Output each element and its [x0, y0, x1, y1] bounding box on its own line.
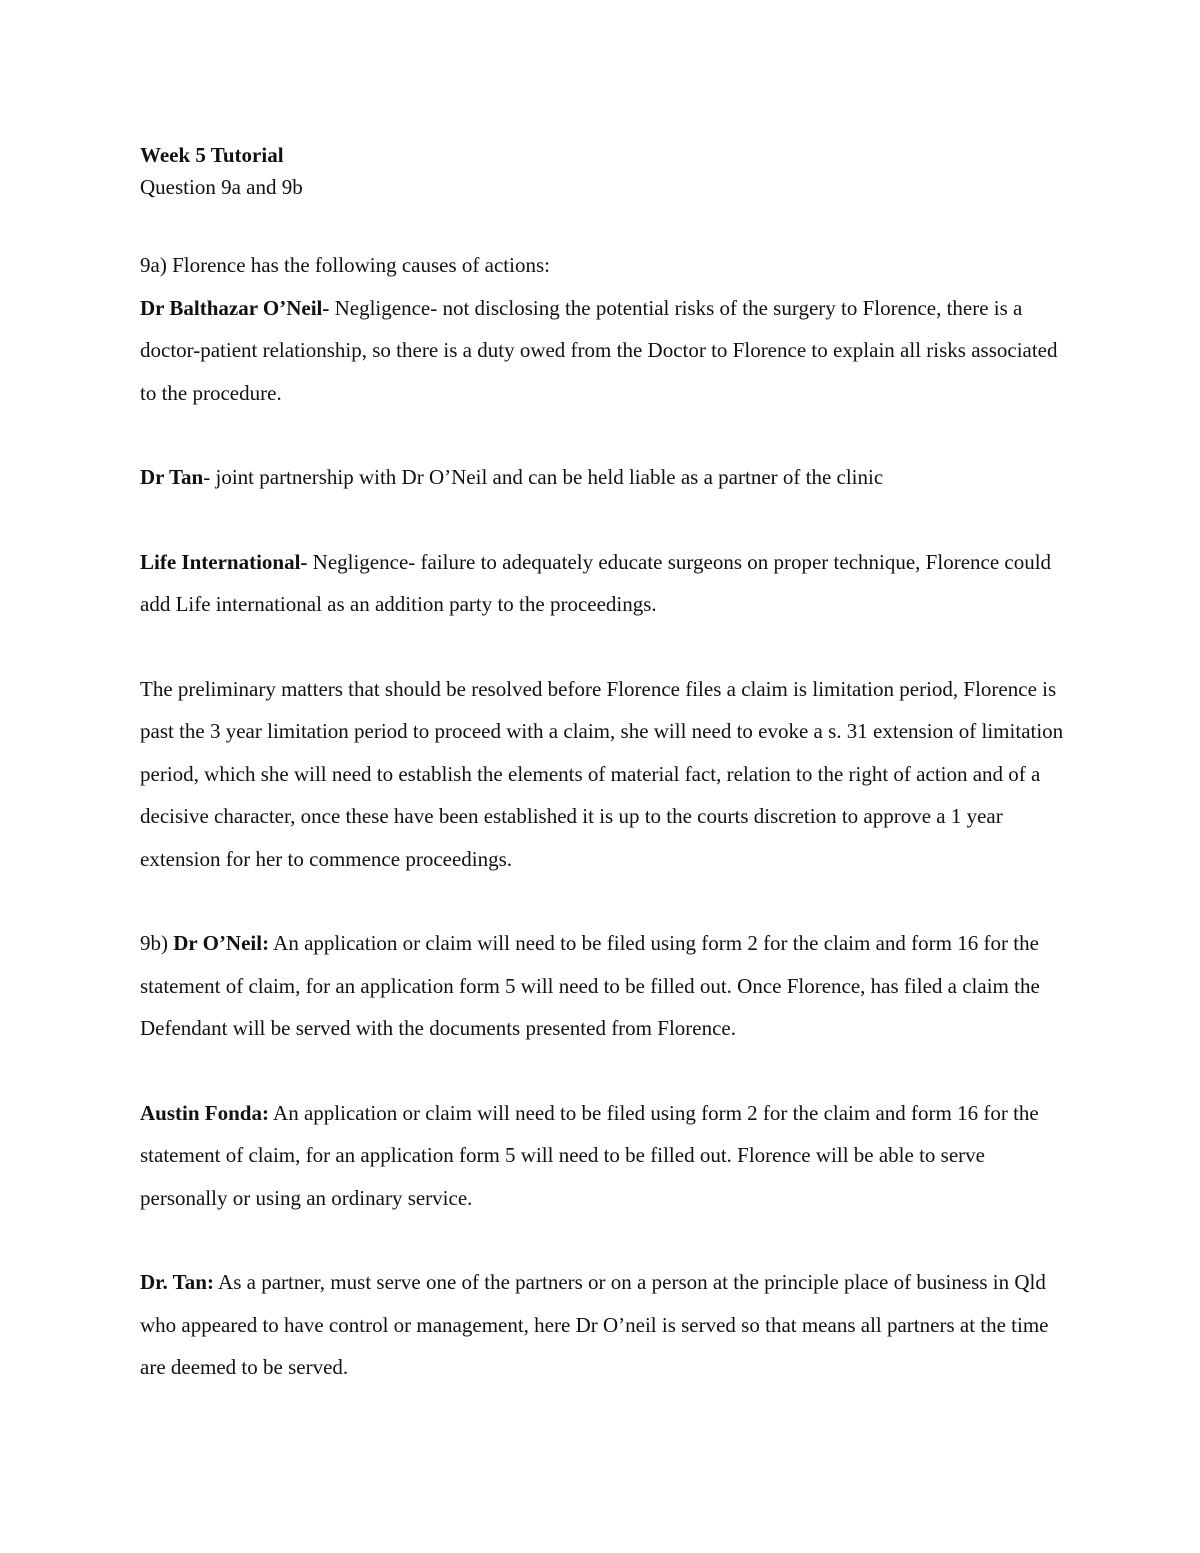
q9b-fonda-text: An application or claim will need to be filed using form 2 for the claim and form 16 for the statement of claim, for an application form 5 will need to be filled out. Florence will be able to serve personally or using an ordinary service. [140, 1100, 1039, 1210]
document-subtitle: Question 9a and 9b [140, 175, 303, 199]
q9a-oneil-label: Dr Balthazar O’Neil- [140, 295, 330, 320]
q9a-life-label: Life International- [140, 549, 308, 574]
q9b-oneil-paragraph [140, 922, 1070, 1050]
q9a-oneil-paragraph [140, 287, 1070, 415]
document-page [140, 138, 1070, 1431]
document-title: Week 5 Tutorial [140, 143, 284, 167]
q9b-tan-label: Dr. Tan: [140, 1270, 214, 1294]
q9b-oneil-label: Dr O’Neil: [173, 931, 270, 955]
q9a-life-text: Negligence- failure to adequately educate surgeons on proper technique, Florence could add Life international as an addition party to the proceedings. [140, 549, 1052, 616]
q9a-tan-paragraph [140, 456, 1070, 499]
q9a-intro: 9a) Florence has the following causes of actions: [140, 253, 550, 277]
q9b-fonda-paragraph [140, 1092, 1070, 1220]
q9b-fonda-label: Austin Fonda: [140, 1100, 269, 1125]
q9a-life-paragraph [140, 541, 1070, 626]
q9b-tan-text: As a partner, must serve one of the partners or on a person at the principle place of business in Qld who appeared to have control or management, here Dr O’neil is served so that means all partners at the time are deemed to be served. [140, 1270, 1049, 1379]
q9b-prefix: 9b) [140, 931, 174, 955]
q9a-preliminary-paragraph: The preliminary matters that should be resolved before Florence files a claim is limitation period, Florence is past the 3 year limitation period to proceed with a claim, she will need to evoke a s. 31 extension of limitation period, which she will need to establish the elements of material fact, relation to the right of action and of a decisive character, once these have been established it is up to the courts discretion to approve a 1 year extension for her to commence proceedings. [140, 676, 1064, 871]
q9b-tan-paragraph [140, 1261, 1070, 1389]
q9a-tan-label: Dr Tan [140, 465, 204, 489]
q9a-oneil-text: Negligence- not disclosing the potential risks of the surgery to Florence, there is a doctor-patient relationship, so there is a duty owed from the Doctor to Florence to explain all risks associated to the procedure. [140, 295, 1058, 405]
q9a-tan-text: - joint partnership with Dr O’Neil and can be held liable as a partner of the clinic [203, 465, 884, 489]
q9b-oneil-text: An application or claim will need to be filed using form 2 for the claim and form 16 for the statement of claim, for an application form 5 will need to be filled out. Once Florence, has filed a claim the Defendant will be served with the documents presented from Florence. [140, 931, 1040, 1040]
